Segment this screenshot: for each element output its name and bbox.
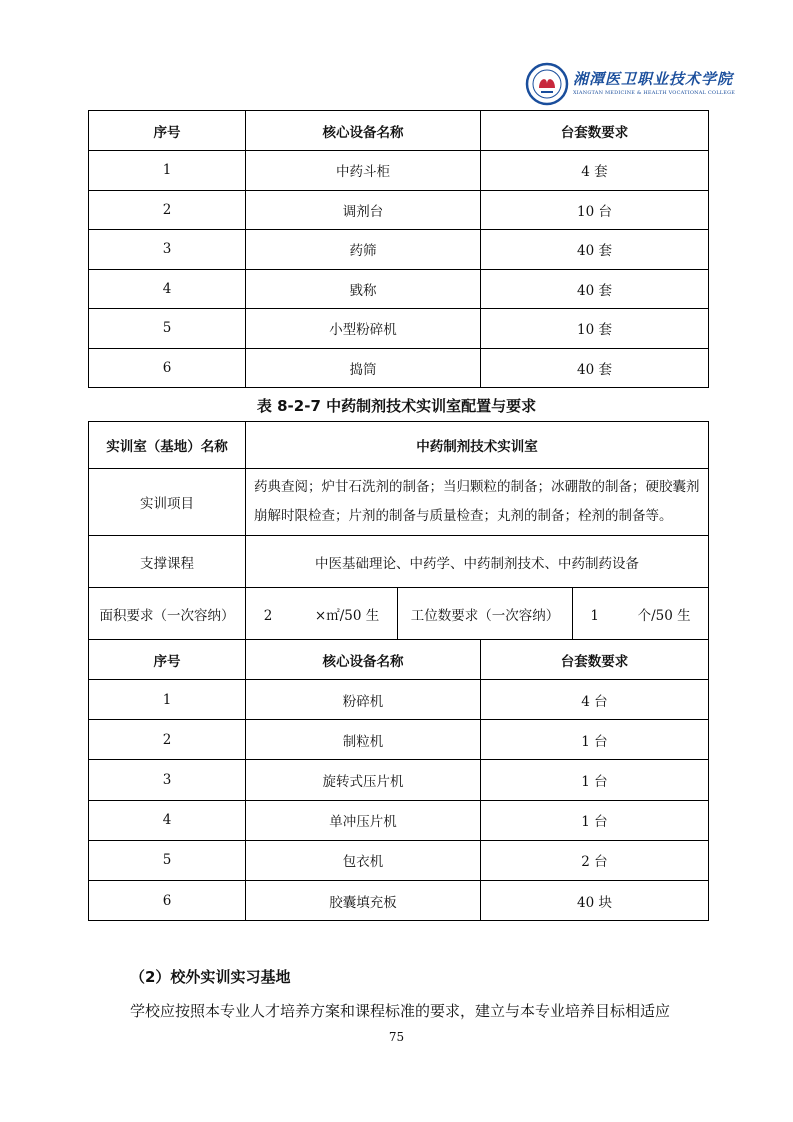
header-quantity: 台套数要求 xyxy=(481,111,709,151)
cell-equipment: 捣筒 xyxy=(246,348,481,388)
table-row xyxy=(89,840,709,880)
equipment-table-1 xyxy=(88,110,709,388)
cell-seq: 2 xyxy=(89,720,246,760)
area-number: 2 xyxy=(263,607,273,624)
training-items-row xyxy=(89,469,709,536)
items-value: 药典查阅；炉甘石洗剂的制备；当归颗粒的制备；冰硼散的制备；硬胶囊剂崩解时限检查；片剂的制备与质量检查；丸剂的制备；栓剂的制备等。 xyxy=(246,469,709,536)
cell-equipment: 旋转式压片机 xyxy=(246,760,481,800)
cell-quantity: 40 套 xyxy=(481,230,709,270)
cell-quantity: 40 块 xyxy=(481,880,709,920)
table-row xyxy=(89,680,709,720)
cell-equipment: 胶囊填充板 xyxy=(246,880,481,920)
room-label: 实训室（基地）名称 xyxy=(89,422,246,469)
area-value xyxy=(246,588,398,640)
cell-quantity: 4 台 xyxy=(481,680,709,720)
cell-seq: 1 xyxy=(89,151,246,191)
table-row xyxy=(89,880,709,920)
cell-quantity: 1 台 xyxy=(481,800,709,840)
cell-seq: 4 xyxy=(89,800,246,840)
cell-quantity: 40 套 xyxy=(481,348,709,388)
cell-equipment: 戥称 xyxy=(246,269,481,309)
course-row xyxy=(89,536,709,588)
lab-config-table xyxy=(88,421,709,921)
course-value: 中医基础理论、中药学、中药制剂技术、中药制药设备 xyxy=(246,536,709,588)
school-name-cn: 湘潭医卫职业技术学院 xyxy=(573,70,734,88)
school-emblem-icon xyxy=(525,62,569,106)
cell-equipment: 调剂台 xyxy=(246,190,481,230)
cell-seq: 3 xyxy=(89,230,246,270)
cell-seq: 1 xyxy=(89,680,246,720)
header-seq: 序号 xyxy=(89,111,246,151)
area-row xyxy=(89,588,709,640)
cell-quantity: 40 套 xyxy=(481,269,709,309)
station-label: 工位数要求（一次容纳） xyxy=(398,588,573,640)
station-number: 1 xyxy=(590,607,599,624)
cell-equipment: 粉碎机 xyxy=(246,680,481,720)
area-label: 面积要求（一次容纳） xyxy=(89,588,246,640)
header-equipment: 核心设备名称 xyxy=(246,640,481,680)
cell-seq: 4 xyxy=(89,269,246,309)
table-row xyxy=(89,800,709,840)
table-header-row xyxy=(89,111,709,151)
header-quantity: 台套数要求 xyxy=(481,640,709,680)
table-row xyxy=(89,760,709,800)
table-row xyxy=(89,348,709,388)
header-seq: 序号 xyxy=(89,640,246,680)
cell-quantity: 10 台 xyxy=(481,190,709,230)
cell-quantity: 10 套 xyxy=(481,309,709,349)
table-row xyxy=(89,151,709,191)
room-name-row xyxy=(89,422,709,469)
table-row xyxy=(89,720,709,760)
cell-seq: 6 xyxy=(89,880,246,920)
page-number: 75 xyxy=(388,1030,405,1044)
cell-equipment: 小型粉碎机 xyxy=(246,309,481,349)
area-unit: ×㎡/50 生 xyxy=(314,607,380,624)
cell-seq: 5 xyxy=(89,840,246,880)
table-caption: 表 8-2-7 中药制剂技术实训室配置与要求 xyxy=(256,397,537,415)
cell-equipment: 单冲压片机 xyxy=(246,800,481,840)
cell-equipment: 制粒机 xyxy=(246,720,481,760)
items-label: 实训项目 xyxy=(89,469,246,536)
table-row xyxy=(89,269,709,309)
cell-seq: 5 xyxy=(89,309,246,349)
section-paragraph: 学校应按照本专业人才培养方案和课程标准的要求，建立与本专业培养目标相适应 xyxy=(130,1002,671,1020)
station-unit: 个/50 生 xyxy=(637,607,691,624)
school-logo xyxy=(525,62,736,112)
cell-quantity: 2 台 xyxy=(481,840,709,880)
section-heading: （2）校外实训实习基地 xyxy=(130,968,291,986)
table-header-row xyxy=(89,640,709,680)
room-value: 中药制剂技术实训室 xyxy=(246,422,709,469)
station-value xyxy=(573,588,709,640)
school-name-en: XIANGTAN MEDICINE & HEALTH VOCATIONAL COLLEGE xyxy=(573,90,736,96)
cell-seq: 2 xyxy=(89,190,246,230)
cell-equipment: 药筛 xyxy=(246,230,481,270)
cell-quantity: 1 台 xyxy=(481,720,709,760)
cell-quantity: 1 台 xyxy=(481,760,709,800)
course-label: 支撑课程 xyxy=(89,536,246,588)
table-row xyxy=(89,230,709,270)
table-row xyxy=(89,190,709,230)
cell-equipment: 中药斗柜 xyxy=(246,151,481,191)
cell-seq: 6 xyxy=(89,348,246,388)
cell-quantity: 4 套 xyxy=(481,151,709,191)
cell-equipment: 包衣机 xyxy=(246,840,481,880)
cell-seq: 3 xyxy=(89,760,246,800)
header-equipment: 核心设备名称 xyxy=(246,111,481,151)
table-row xyxy=(89,309,709,349)
